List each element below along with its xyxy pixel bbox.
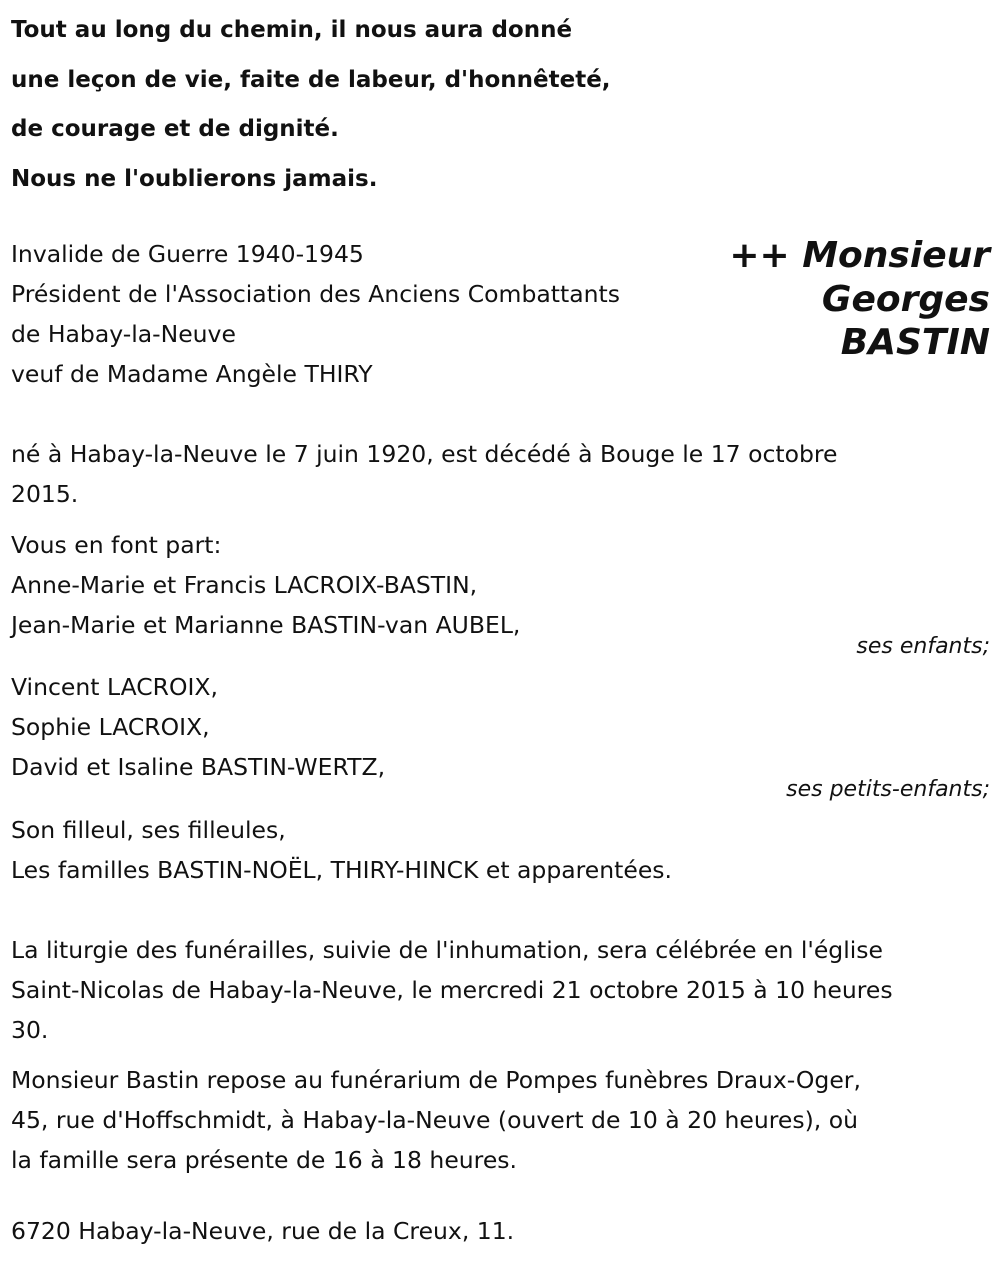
birth-death-line: né à Habay-la-Neuve le 7 juin 1920, est décédé à Bouge le 17 octobre [11, 440, 838, 468]
epitaph-line: de courage et de dignité. [11, 116, 339, 142]
funeral-line: La liturgie des funérailles, suivie de l'inhumation, sera célébrée en l'église [11, 936, 883, 964]
grandchild-line: David et Isaline BASTIN-WERTZ, [11, 753, 386, 781]
child-line: Jean-Marie et Marianne BASTIN-van AUBEL, [11, 611, 521, 639]
title-line: Président de l'Association des Anciens Combattants [11, 280, 620, 308]
address-line: 6720 Habay-la-Neuve, rue de la Creux, 11. [11, 1217, 515, 1245]
funeral-line: 30. [11, 1016, 49, 1044]
deceased-name [729, 234, 990, 365]
funeral-line: Saint-Nicolas de Habay-la-Neuve, le mercredi 21 octobre 2015 à 10 heures [11, 976, 893, 1004]
funerarium-line: 45, rue d'Hoffschmidt, à Habay-la-Neuve (ouvert de 10 à 20 heures), où [11, 1106, 858, 1134]
birth-death-line: 2015. [11, 480, 79, 508]
child-line: Anne-Marie et Francis LACROIX-BASTIN, [11, 571, 478, 599]
birth-death-statement [11, 434, 991, 514]
announcement-children [11, 525, 991, 645]
funerarium-details [11, 1060, 991, 1180]
family-address [11, 1211, 991, 1251]
title-line: veuf de Madame Angèle THIRY [11, 360, 373, 388]
deceased-name-line: Georges [821, 278, 990, 320]
epitaph-line: Tout au long du chemin, il nous aura donné [11, 17, 573, 43]
funerarium-line: Monsieur Bastin repose au funérarium de Pompes funèbres Draux-Oger, [11, 1066, 861, 1094]
deceased-name-line: BASTIN [840, 322, 990, 363]
announcement-others [11, 810, 991, 890]
title-line: Invalide de Guerre 1940-1945 [11, 240, 364, 268]
grandchildren-role: ses petits-enfants; [786, 777, 990, 802]
title-line: de Habay-la-Neuve [11, 320, 236, 348]
epitaph [11, 6, 991, 204]
other-family-line: Les familles BASTIN-NOËL, THIRY-HINCK et apparentées. [11, 856, 673, 884]
epitaph-line: une leçon de vie, faite de labeur, d'honnêteté, [11, 66, 611, 93]
grandchild-line: Sophie LACROIX, [11, 713, 210, 741]
children-role: ses enfants; [856, 634, 990, 659]
epitaph-line: Nous ne l'oublierons jamais. [11, 165, 378, 192]
announcement-grandchildren [11, 667, 991, 787]
other-family-line: Son filleul, ses filleules, [11, 816, 286, 844]
funerarium-line: la famille sera présente de 16 à 18 heures. [11, 1146, 517, 1174]
funeral-details [11, 930, 991, 1050]
deceased-name-line: ++ Monsieur [729, 235, 990, 276]
deceased-titles [11, 234, 731, 394]
grandchild-line: Vincent LACROIX, [11, 673, 218, 701]
announcement-intro: Vous en font part: [11, 531, 222, 559]
